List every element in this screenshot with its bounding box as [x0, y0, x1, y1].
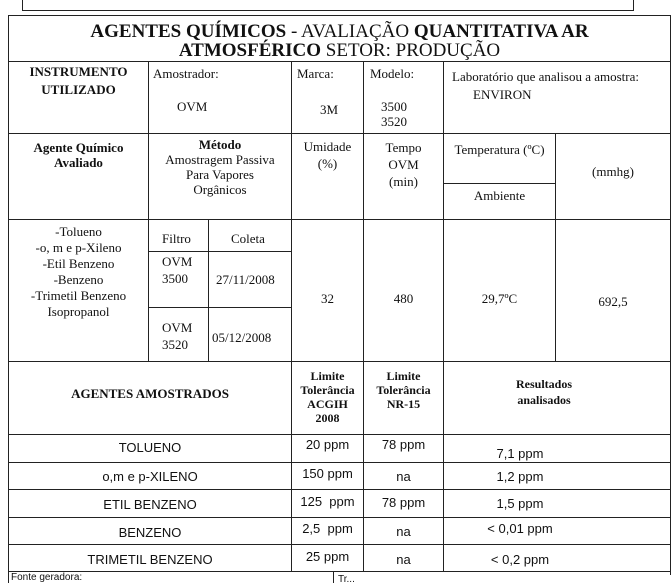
- instrument-label: INSTRUMENTO UTILIZADO: [29, 64, 128, 97]
- temperature-value: 29,7ºC: [481, 291, 518, 306]
- filter-value: OVM 3500: [162, 254, 193, 286]
- agent-cell: TOLUENO: [118, 440, 182, 455]
- agents-sampled-header: AGENTES AMOSTRADOS: [71, 386, 229, 401]
- time-value: 480: [393, 291, 414, 306]
- agent-cell: o,m e p-XILENO: [102, 469, 198, 484]
- list-item: -o, m e p-Xileno: [35, 240, 122, 255]
- row-line: [8, 462, 671, 463]
- result-cell: 1,2 ppm: [496, 469, 544, 484]
- model-value: 3500 3520: [381, 99, 407, 129]
- nr15-cell: 78 ppm: [381, 437, 426, 452]
- humidity-header: Umidade (%): [303, 139, 352, 171]
- result-cell: 7,1 ppm: [496, 446, 544, 461]
- method-header: Método Amostragem Passiva Para Vapores Orgânicos: [165, 137, 275, 197]
- row-line: [8, 434, 671, 435]
- nr15-header: Limite Tolerância NR-15: [376, 369, 431, 411]
- pressure-value: 692,5: [598, 294, 628, 309]
- brand-value: 3M: [320, 102, 339, 117]
- result-cell: 1,5 ppm: [496, 496, 544, 511]
- collect-date: 27/11/2008: [216, 272, 275, 287]
- acgih-cell: 25 ppm: [305, 549, 350, 564]
- table-border-right: [670, 15, 671, 575]
- frame-line: [22, 0, 23, 10]
- row-line: [8, 544, 671, 545]
- agent-cell: TRIMETIL BENZENO: [87, 552, 213, 567]
- filter-value: OVM 3520: [162, 320, 193, 352]
- acgih-cell: 2,5 ppm: [302, 521, 353, 536]
- agents-list: [9, 224, 148, 320]
- col-line: [208, 219, 209, 362]
- list-item: -Benzeno: [53, 272, 104, 287]
- page-subtitle: ATMOSFÉRICO SETOR: PRODUÇÃO: [178, 40, 501, 61]
- nr15-cell: 78 ppm: [381, 495, 426, 510]
- filter-header: Filtro: [162, 231, 191, 246]
- time-header: Tempo OVM (min): [385, 140, 422, 189]
- col-line: [333, 571, 334, 583]
- pressure-header: (mmhg): [592, 164, 634, 179]
- acgih-cell: 125 ppm: [300, 494, 355, 509]
- footer-right-label: Tr...: [338, 574, 355, 585]
- row-line: [8, 361, 671, 362]
- brand-label: Marca:: [297, 66, 334, 81]
- col-line: [148, 61, 149, 362]
- result-cell: < 0,2 ppm: [490, 552, 550, 567]
- agent-cell: ETIL BENZENO: [103, 497, 197, 512]
- agent-cell: BENZENO: [118, 525, 182, 540]
- lab-value: ENVIRON: [473, 87, 532, 102]
- list-item: -Tolueno: [55, 224, 102, 239]
- page-title: AGENTES QUÍMICOS - AVALIAÇÃO QUANTITATIVA AR: [90, 21, 589, 42]
- row-line: [149, 307, 291, 308]
- model-label: Modelo:: [370, 66, 415, 81]
- source-label: Fonte geradora:: [11, 572, 83, 583]
- nr15-cell: na: [396, 469, 411, 484]
- list-item: -Etil Benzeno: [42, 256, 115, 271]
- table-border-top: [8, 15, 671, 16]
- row-line: [8, 219, 671, 220]
- sampler-label: Amostrador:: [153, 66, 219, 81]
- ambient-header: Ambiente: [473, 188, 526, 203]
- row-line: [8, 489, 671, 490]
- sampler-value: OVM: [177, 99, 208, 114]
- temperature-header: Temperatura (ºC): [454, 142, 545, 157]
- humidity-value: 32: [321, 291, 334, 306]
- row-line: [8, 133, 671, 134]
- row-line: [443, 183, 555, 184]
- row-line: [8, 571, 671, 572]
- nr15-cell: na: [396, 524, 411, 539]
- results-header: Resultados analisados: [515, 377, 572, 407]
- nr15-cell: na: [396, 552, 411, 567]
- agent-header: Agente Químico Avaliado: [33, 140, 124, 170]
- list-item: Isopropanol: [47, 304, 110, 319]
- acgih-cell: 20 ppm: [305, 437, 350, 452]
- collect-date: 05/12/2008: [212, 330, 272, 345]
- row-line: [8, 61, 671, 62]
- acgih-cell: 150 ppm: [302, 466, 353, 481]
- list-item: -Trimetil Benzeno: [30, 288, 127, 303]
- result-cell: < 0,01 ppm: [487, 521, 553, 536]
- row-line: [149, 251, 291, 252]
- collect-header: Coleta: [231, 231, 265, 246]
- frame-line: [22, 10, 634, 11]
- acgih-header: Limite Tolerância ACGIH 2008: [300, 369, 355, 425]
- lab-label: Laboratório que analisou a amostra:: [452, 69, 639, 84]
- frame-line: [633, 0, 634, 11]
- row-line: [8, 517, 671, 518]
